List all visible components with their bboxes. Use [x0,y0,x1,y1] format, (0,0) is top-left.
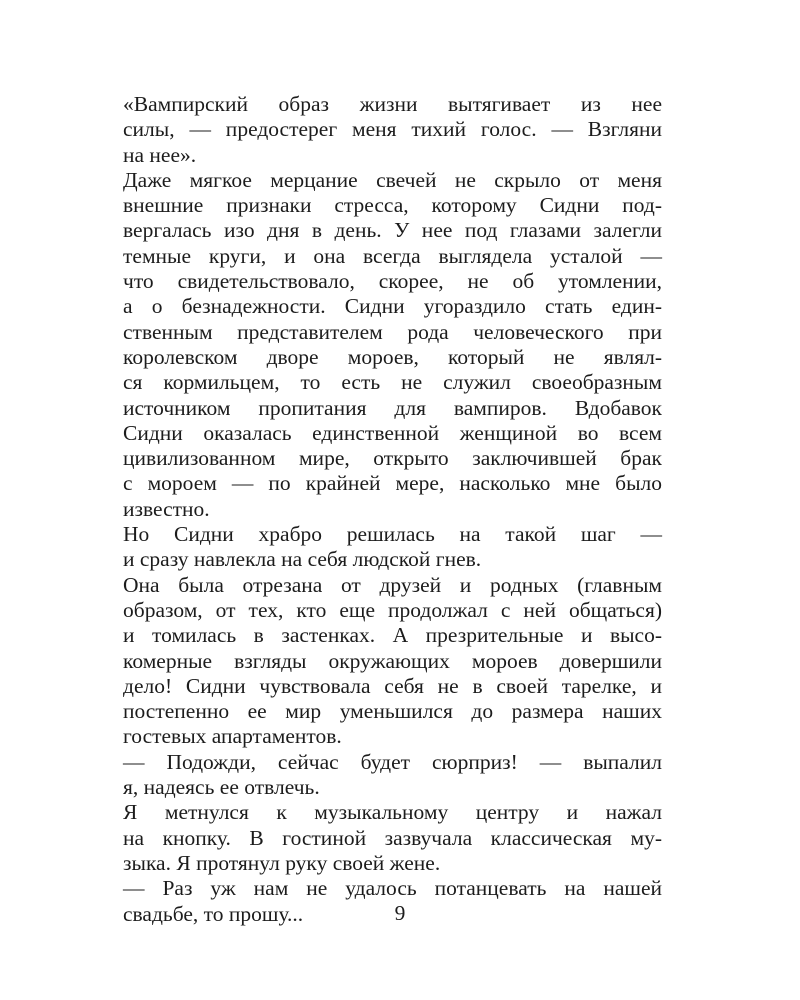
text-line: образом, от тех, кто еще продолжал с ней общаться) [123,597,662,622]
text-line: цивилизованном мире, открыто заключившей брак [123,446,662,471]
text-line: постепенно ее мир уменьшился до размера наших [123,699,662,724]
text-line: комерные взгляды окружающих мороев довершили [123,648,662,673]
body-text [123,92,662,927]
text-line: известно. [123,496,210,521]
text-line: на кнопку. В гостиной зазвучала классическая му- [123,825,662,850]
text-line: Но Сидни храбро решилась на такой шаг — [123,522,662,547]
text-line: свадьбе, то прошу... [123,901,304,926]
text-line: «Вампирский образ жизни вытягивает из нее [123,92,662,116]
text-line: королевском дворе мороев, который не являл- [123,344,662,369]
text-line: с мороем — по крайней мере, насколько мне было [123,471,662,496]
text-line: на нее». [123,142,197,167]
text-line: вергалась изо дня в день. У нее под глазами залегли [123,218,662,243]
text-line: темные круги, и она всегда выглядела усталой — [123,243,662,268]
text-line: Даже мягкое мерцание свечей не скрыло от меня [123,167,662,192]
text-line: и сразу навлекла на себя людской гнев. [123,547,482,572]
text-line: — Подожди, сейчас будет сюрприз! — выпалил [123,749,662,774]
text-line: Я метнулся к музыкальному центру и нажал [123,800,662,825]
page-number: 9 [394,901,406,925]
text-line: я, надеясь ее отвлечь. [123,775,320,800]
text-line: гостевых апартаментов. [123,724,342,749]
text-line: что свидетельствовало, скорее, не об утомлении, [123,269,662,294]
text-line: ся кормильцем, то есть не служил своеобразным [123,370,662,395]
text-line: — Раз уж нам не удалось потанцевать на нашей [123,876,662,901]
text-line: внешние признаки стресса, которому Сидни под- [123,193,662,218]
text-line: Она была отрезана от друзей и родных (главным [123,572,662,597]
text-line: ственным представителем рода человеческого при [123,319,662,344]
text-line: и томилась в застенках. А презрительные и высо- [123,623,662,648]
text-line: дело! Сидни чувствовала себя не в своей тарелке, и [123,673,662,698]
text-line: Сидни оказалась единственной женщиной во всем [123,420,662,445]
text-line: источником пропитания для вампиров. Вдобавок [123,395,662,420]
text-line: зыка. Я протянул руку своей жене. [123,850,441,875]
text-line: силы, — предостерег меня тихий голос. — Взгляни [123,117,662,142]
text-line: а о безнадежности. Сидни угораздило стать един- [123,294,662,319]
